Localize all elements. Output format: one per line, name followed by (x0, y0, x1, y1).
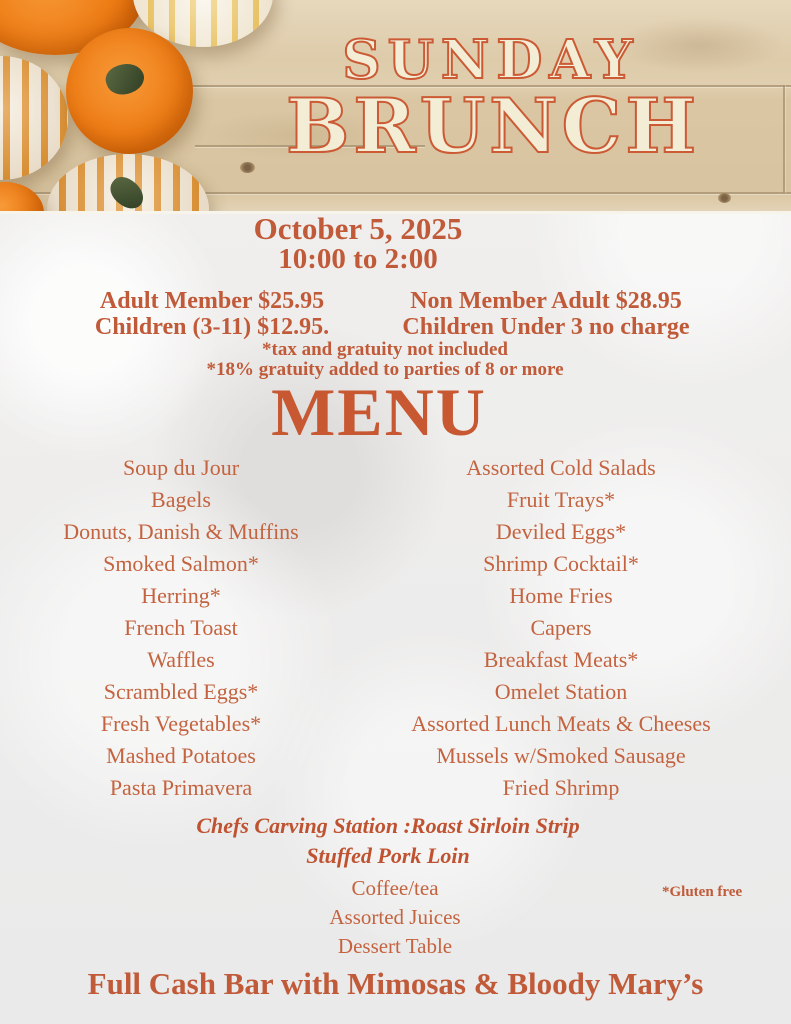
pricing-member-column (0, 288, 424, 340)
wood-header-banner (0, 0, 791, 214)
wood-knot (240, 162, 255, 173)
menu-item: Assorted Lunch Meats & Cheeses (411, 711, 711, 736)
menu-item: French Toast (124, 615, 238, 640)
menu-item: Fresh Vegetables* (100, 711, 262, 736)
menu-item: Soup du Jour (122, 455, 240, 480)
plank-seam (783, 85, 785, 193)
menu-item: Deviled Eggs* (495, 519, 627, 544)
menu-item: Home Fries (509, 583, 613, 608)
menu-item: Donuts, Danish & Muffins (63, 519, 299, 544)
menu-heading: MENU (271, 374, 487, 450)
poster-title (286, 29, 701, 170)
menu-item: Herring* (141, 583, 221, 608)
price-nonmember-adult: Non Member Adult $28.95 (410, 288, 682, 314)
beverage-item: Dessert Table (337, 934, 453, 958)
menu-item: Omelet Station (494, 679, 628, 704)
pumpkin-stem (105, 172, 149, 214)
price-adult-member: Adult Member $25.95 (99, 288, 325, 314)
menu-item: Breakfast Meats* (483, 647, 639, 672)
carving-line-1: Chefs Carving Station :Roast Sirloin Strip (196, 813, 580, 838)
note-gratuity-parties: *18% gratuity added to parties of 8 or more (206, 359, 564, 380)
menu-item: Capers (530, 615, 592, 640)
carving-line-2: Stuffed Pork Loin (306, 843, 470, 868)
beverage-item: Coffee/tea (351, 876, 439, 900)
menu-item: Scrambled Eggs* (103, 679, 259, 704)
footer-cash-bar: Full Cash Bar with Mimosas & Bloody Mary’s (87, 966, 704, 1001)
menu-item: Assorted Cold Salads (466, 455, 656, 480)
menu-item: Mashed Potatoes (106, 743, 256, 768)
menu-item: Shrimp Cocktail* (483, 551, 639, 576)
price-children: Children (3-11) $12.95. (94, 314, 330, 340)
menu-item: Bagels (151, 487, 211, 512)
pumpkin-striped-bottom (47, 154, 209, 214)
title-line-sunday: SUNDAY (342, 29, 640, 91)
event-datetime (0, 213, 716, 274)
menu-item: Smoked Salmon* (103, 551, 259, 576)
menu-item: Mussels w/Smoked Sausage (436, 743, 686, 768)
pumpkin-orange-bottom-left (0, 182, 44, 214)
menu-item: Fruit Trays* (506, 487, 616, 512)
menu-item: Fried Shrimp (502, 775, 620, 800)
pumpkin-orange-large (66, 28, 193, 154)
pricing-nonmember-column (378, 288, 714, 340)
gluten-free-note: *Gluten free (662, 884, 743, 900)
title-line-brunch: BRUNCH (286, 82, 701, 170)
event-time: 10:00 to 2:00 (278, 242, 438, 275)
event-date: October 5, 2025 (253, 211, 463, 246)
wood-knot (718, 193, 731, 203)
pumpkin-striped-left (0, 56, 68, 180)
menu-item: Pasta Primavera (109, 775, 253, 800)
menu-right-column (366, 452, 756, 804)
menu-item: Waffles (147, 647, 215, 672)
menu-left-column (0, 452, 362, 804)
pumpkin-stem (102, 58, 148, 99)
beverage-item: Assorted Juices (329, 905, 461, 929)
note-tax-gratuity: *tax and gratuity not included (262, 339, 508, 360)
carving-station-section (0, 811, 776, 871)
price-children-under3: Children Under 3 no charge (402, 314, 690, 340)
